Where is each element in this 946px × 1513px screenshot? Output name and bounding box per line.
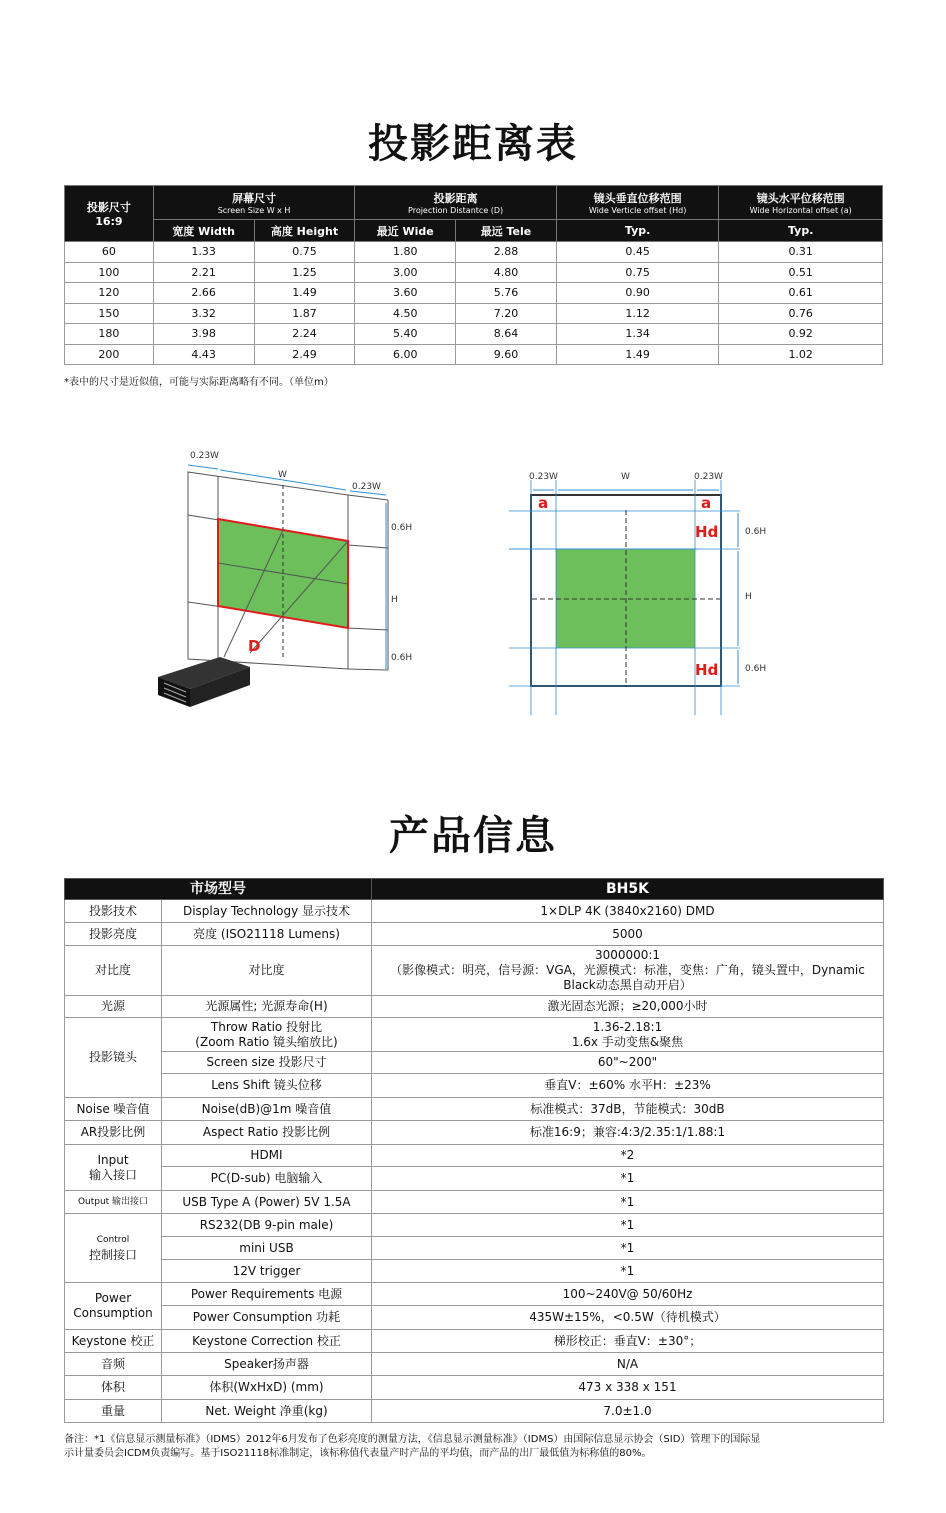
sub-tele: 最远 Tele [456, 220, 557, 242]
label-d: D [248, 637, 261, 655]
col-screen-size: 屏幕尺寸 Screen Size W x H [153, 186, 355, 220]
table-row: 120 2.66 1.49 3.60 5.76 0.90 0.61 [65, 283, 883, 304]
table-row: Control 控制接口 RS232(DB 9-pin male) *1 [65, 1214, 884, 1237]
projection-distance-table [64, 185, 883, 365]
label-right-0-23w: 0.23W [352, 482, 381, 492]
label-h: H [745, 592, 752, 602]
footnote-line-2: 示计量委员会ICDM负责编写。基于ISO21118标准制定，该标称值代表量产时产品的平均值，而产品的出厂最低值为标称值的80%。 [64, 1448, 652, 1459]
table-row: 150 3.32 1.87 4.50 7.20 1.12 0.76 [65, 303, 883, 324]
col-size: 投影尺寸 16:9 [65, 186, 154, 242]
table-row: 音频 Speaker扬声器 N/A [65, 1353, 884, 1376]
table-row: Output 输出接口 USB Type A (Power) 5V 1.5A *1 [65, 1191, 884, 1214]
spec-header-model-value: BH5K [372, 879, 884, 900]
label-bot-0-6h: 0.6H [391, 653, 413, 663]
label-a-right: a [701, 494, 712, 512]
sub-typ-horizontal: Typ. [719, 220, 883, 242]
table-row: Lens Shift 镜头位移 垂直V：±60% 水平H：±23% [65, 1074, 884, 1098]
sub-wide: 最近 Wide [355, 220, 456, 242]
table-row: 投影技术 Display Technology 显示技术 1×DLP 4K (3840x2160) DMD [65, 900, 884, 923]
table-row: Power Consumption Power Requirements 电源 100~240V@ 50/60Hz [65, 1283, 884, 1306]
table-row: 光源 光源属性; 光源寿命(H) 激光固态光源；≥20,000小时 [65, 996, 884, 1018]
lens-offset-front-diagram [500, 465, 790, 720]
distance-note: *表中的尺寸是近似值，可能与实际距离略有不同。（单位m） [64, 377, 334, 388]
sub-height: 高度 Height [254, 220, 355, 242]
label-left-0-23w: 0.23W [529, 472, 558, 482]
label-hd-top: Hd [695, 523, 719, 541]
table-row: Keystone 校正 Keystone Correction 校正 梯形校正：垂直V：±30°； [65, 1330, 884, 1353]
table-row: 投影镜头 Throw Ratio 投射比 (Zoom Ratio 镜头缩放比) 1.36-2.18:1 1.6x 手动变焦&聚焦 [65, 1018, 884, 1052]
distance-table-title: 投影距离表 [368, 121, 578, 167]
table-row: 投影亮度 亮度 (ISO21118 Lumens) 5000 [65, 923, 884, 946]
product-spec-table [64, 878, 884, 1423]
label-hd-bottom: Hd [695, 661, 719, 679]
table-row: 体积 体积(WxHxD) (mm) 473 x 338 x 151 [65, 1376, 884, 1400]
label-top-0-6h: 0.6H [391, 523, 413, 533]
col-horizontal-offset: 镜头水平位移范围 Wide Horizontal offset (a) [719, 186, 883, 220]
label-bot-0-6h: 0.6H [745, 664, 767, 674]
label-h: H [391, 595, 398, 605]
label-top-0-6h: 0.6H [745, 527, 767, 537]
col-projection-distance: 投影距离 Projection Distantce (D) [355, 186, 556, 220]
label-a-left: a [538, 494, 549, 512]
label-right-0-23w: 0.23W [694, 472, 723, 482]
table-row: PC(D-sub) 电脑输入 *1 [65, 1167, 884, 1191]
table-row: 对比度 对比度 3000000:1 （影像模式：明亮，信号源：VGA，光源模式：标准，变焦：广角，镜头置中，Dynamic Black动态黑自动开启） [65, 946, 884, 996]
table-row: 60 1.33 0.75 1.80 2.88 0.45 0.31 [65, 242, 883, 263]
table-row: Noise 噪音值 Noise(dB)@1m 噪音值 标准模式：37dB，节能模式：30dB [65, 1098, 884, 1121]
table-row: 200 4.43 2.49 6.00 9.60 1.49 1.02 [65, 344, 883, 365]
sub-width: 宽度 Width [153, 220, 254, 242]
table-row: 重量 Net. Weight 净重(kg) 7.0±1.0 [65, 1400, 884, 1423]
label-w: W [621, 472, 630, 482]
table-row: Power Consumption 功耗 435W±15%，<0.5W（待机模式） [65, 1306, 884, 1330]
spec-header-model-label: 市场型号 [65, 879, 372, 900]
table-row: AR投影比例 Aspect Ratio 投影比例 标准16:9；兼容:4:3/2.35:1/1.88:1 [65, 1121, 884, 1145]
table-row: 100 2.21 1.25 3.00 4.80 0.75 0.51 [65, 262, 883, 283]
sub-typ-vertical: Typ. [556, 220, 719, 242]
table-row: 180 3.98 2.24 5.40 8.64 1.34 0.92 [65, 324, 883, 345]
footnote-line-1: 备注：*1《信息显示测量标准》（IDMS）2012年6月发布了色彩亮度的测量方法，《信息显示测量标准》（IDMS）由国际信息显示协会（SID）管理下的国际显 [64, 1434, 761, 1445]
col-vertical-offset: 镜头垂直位移范围 Wide Verticle offset (Hd) [556, 186, 719, 220]
label-left-0-23w: 0.23W [190, 451, 219, 461]
table-row: Screen size 投影尺寸 60"~200" [65, 1052, 884, 1074]
footnote [64, 1433, 886, 1461]
label-w: W [278, 470, 287, 480]
table-row: mini USB *1 [65, 1237, 884, 1260]
projection-perspective-diagram [150, 445, 430, 710]
spec-title: 产品信息 [389, 813, 557, 859]
table-row: 12V trigger *1 [65, 1260, 884, 1283]
table-row: Input 输入接口 HDMI *2 [65, 1145, 884, 1167]
